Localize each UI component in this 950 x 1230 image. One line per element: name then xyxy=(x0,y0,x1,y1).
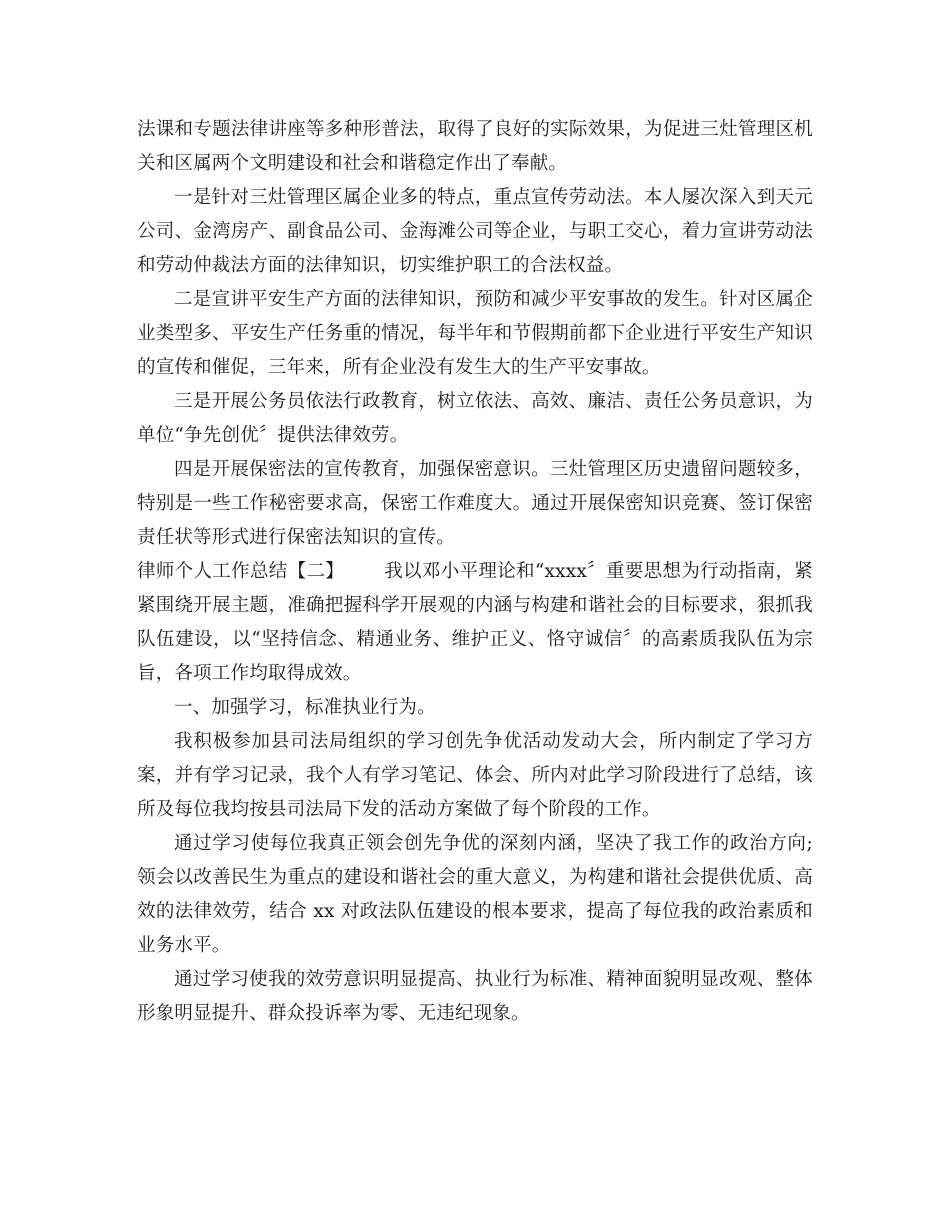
paragraph-2: 一是针对三灶管理区属企业多的特点，重点宣传劳动法。本人屡次深入到天元公司、金湾房产、副食品公司、金海滩公司等企业，与职工交心，着力宣讲劳动法和劳动仲裁法方面的法律知识，切实维护职工的合法权益。 xyxy=(137,187,813,276)
section-heading-paragraph xyxy=(137,555,813,691)
paragraph-4: 三是开展公务员依法行政教育，树立依法、高效、廉洁、责任公务员意识，为单位“争先创优〞提供法律效劳。 xyxy=(137,391,813,446)
section-body: 我以邓小平理论和“xxxx〞重要思想为行动指南，紧紧围绕开展主题，准确把握科学开展观的内涵与构建和谐社会的目标要求，狠抓我队伍建设，以“坚持信念、精通业务、维护正义、恪守诚信〞的高素质我队伍为宗旨，各项工作均取得成效。 xyxy=(137,561,813,684)
paragraph-7: 一、加强学习，标准执业行为。 xyxy=(174,697,436,718)
paragraph-1: 法课和专题法律讲座等多种形普法，取得了良好的实际效果，为促进三灶管理区机关和区属两个文明建设和社会和谐稳定作出了奉献。 xyxy=(137,119,813,174)
paragraph-8: 我积极参加县司法局组织的学习创先争优活动发动大会，所内制定了学习方案，并有学习记录，我个人有学习笔记、体会、所内对此学习阶段进行了总结，该所及每位我均按县司法局下发的活动方案做了每个阶段的工作。 xyxy=(137,731,813,820)
paragraph-10: 通过学习使我的效劳意识明显提高、执业行为标准、精神面貌明显改观、整体形象明显提升、群众投诉率为零、无违纪现象。 xyxy=(137,969,813,1024)
paragraph-9: 通过学习使每位我真正领会创先争优的深刻内涵，坚决了我工作的政治方向;领会以改善民生为重点的建设和谐社会的重大意义，为构建和谐社会提供优质、高效的法律效劳，结合 xx 对政法队伍建设的根本要求，提高了每位我的政治素质和业务水平。 xyxy=(137,833,813,956)
paragraph-5: 四是开展保密法的宣传教育，加强保密意识。三灶管理区历史遗留问题较多，特别是一些工作秘密要求高，保密工作难度大。通过开展保密知识竞赛、签订保密责任状等形式进行保密法知识的宣传。 xyxy=(137,459,813,548)
section-title: 律师个人工作总结【二】 xyxy=(137,561,345,582)
paragraph-3: 二是宣讲平安生产方面的法律知识，预防和减少平安事故的发生。针对区属企业类型多、平安生产任务重的情况，每半年和节假期前都下企业进行平安生产知识的宣传和催促，三年来，所有企业没有发生大的生产平安事故。 xyxy=(137,289,813,378)
document-body xyxy=(137,113,813,1031)
